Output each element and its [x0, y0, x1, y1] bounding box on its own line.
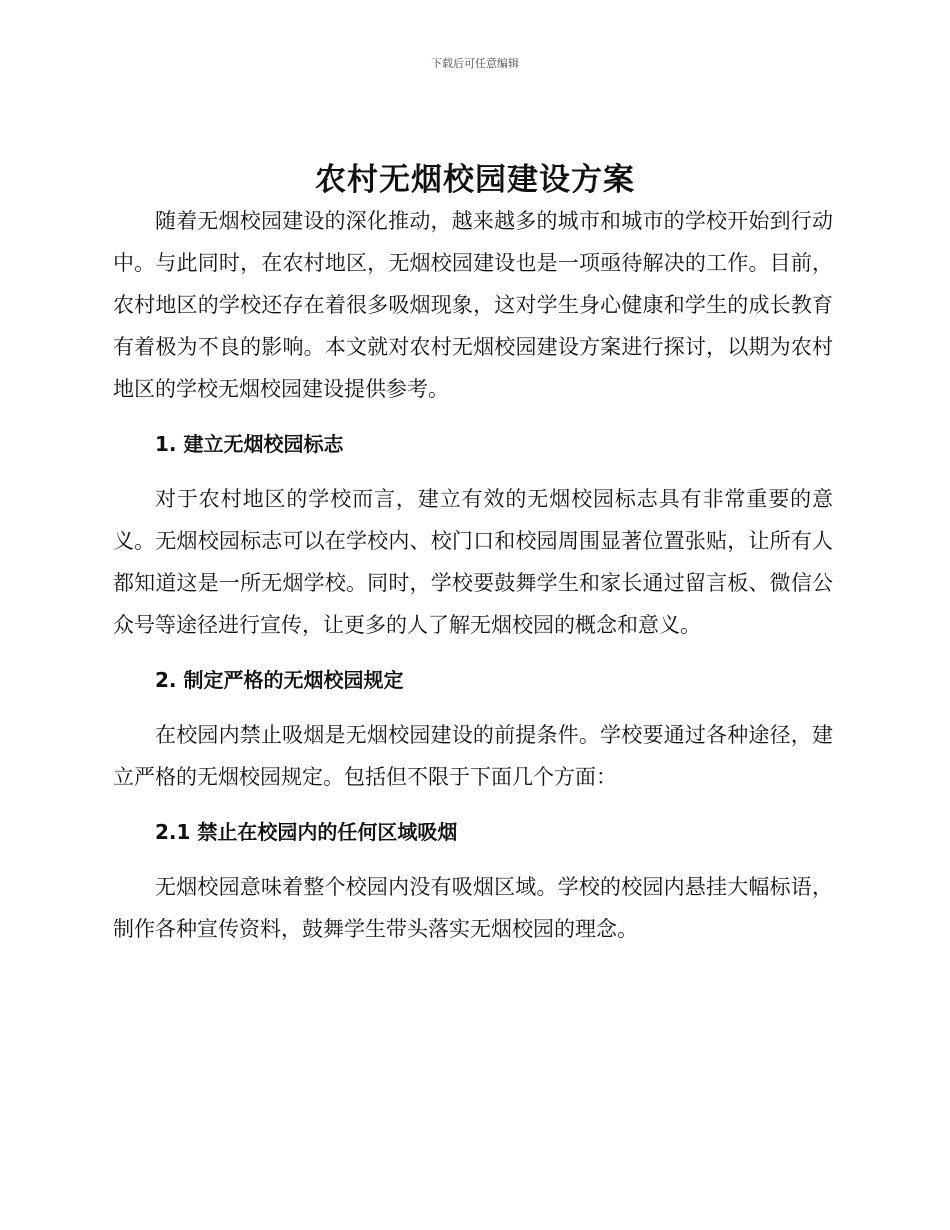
section-2-paragraph: 在校园内禁止吸烟是无烟校园建设的前提条件。学校要通过各种途径，建立严格的无烟校园规定。包括但不限于下面几个方面：: [113, 723, 833, 789]
section-heading-2-1: 2.1 禁止在校园内的任何区域吸烟: [155, 820, 458, 844]
document-body: [113, 200, 833, 950]
section-1-paragraph: 对于农村地区的学校而言，建立有效的无烟校园标志具有非常重要的意义。无烟校园标志可以在学校内、校门口和校园周围显著位置张贴，让所有人都知道这是一所无烟学校。同时，学校要鼓舞学生和家长通过留言板、微信公众号等途径进行宣传，让更多的人了解无烟校园的概念和意义。: [113, 487, 833, 637]
header-note: 下载后可任意编辑: [431, 57, 519, 70]
intro-paragraph: 随着无烟校园建设的深化推动，越来越多的城市和城市的学校开始到行动中。与此同时，在农村地区，无烟校园建设也是一项亟待解决的工作。目前，农村地区的学校还存在着很多吸烟现象，这对学生身心健康和学生的成长教育有着极为不良的影响。本文就对农村无烟校园建设方案进行探讨，以期为农村地区的学校无烟校园建设提供参考。: [113, 209, 833, 401]
section-heading-2: 2. 制定严格的无烟校园规定: [155, 668, 404, 692]
section-heading-1: 1. 建立无烟校园标志: [155, 432, 344, 456]
document-title: 农村无烟校园建设方案: [315, 162, 635, 198]
section-2-1-paragraph: 无烟校园意味着整个校园内没有吸烟区域。学校的校园内悬挂大幅标语，制作各种宣传资料，鼓舞学生带头落实无烟校园的理念。: [113, 875, 833, 941]
